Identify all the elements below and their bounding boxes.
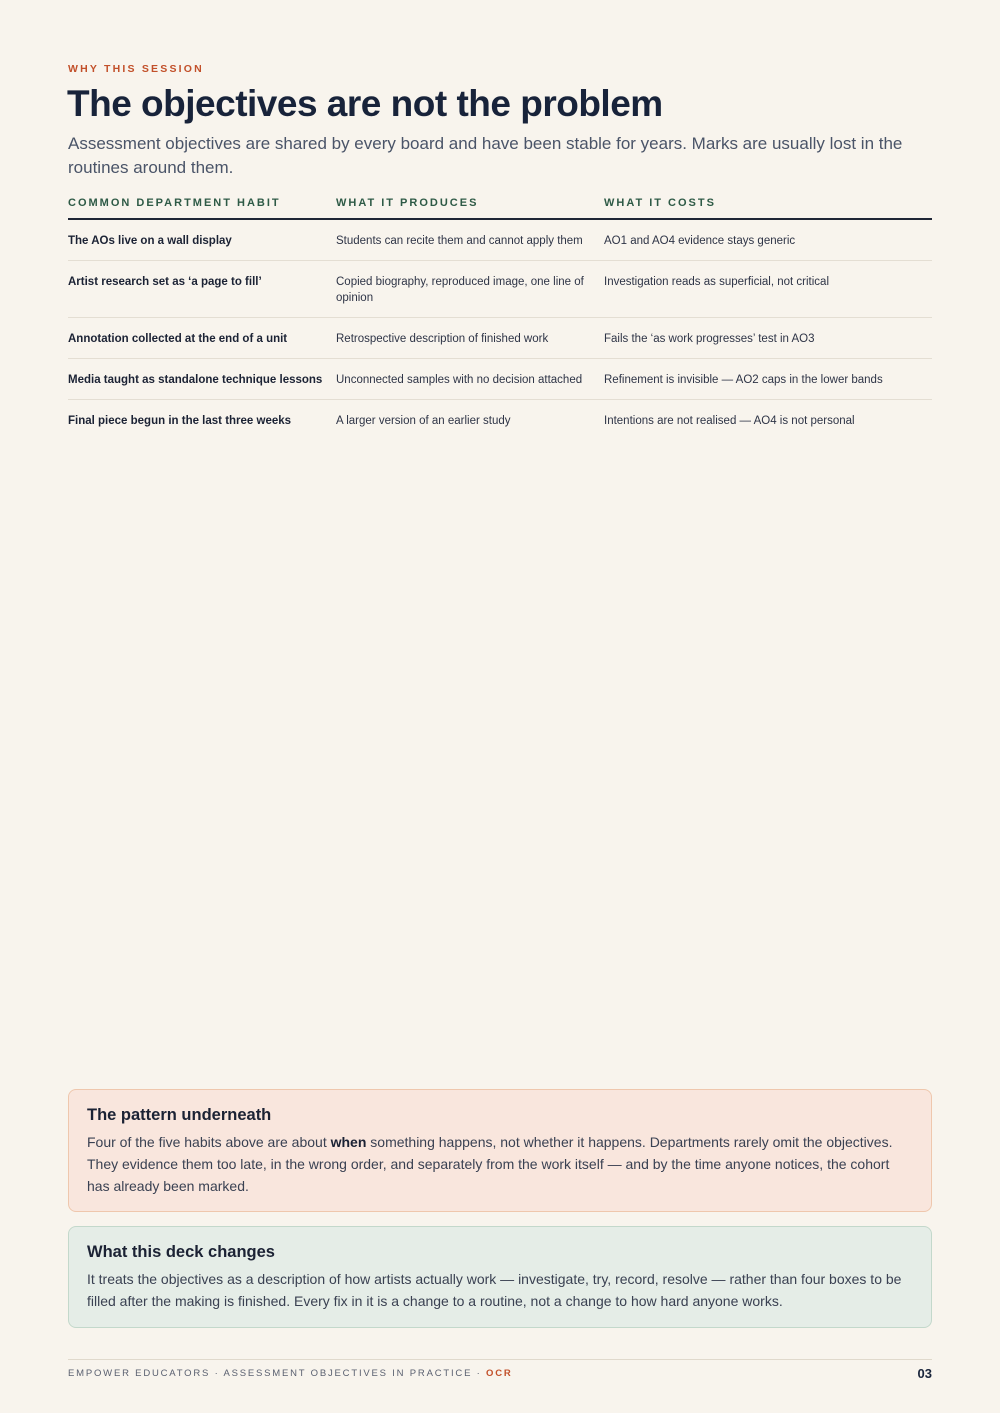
produces-cell: Students can recite them and cannot apply them bbox=[336, 219, 604, 261]
pattern-callout bbox=[68, 1089, 932, 1212]
costs-cell: Intentions are not realised — AO4 is not personal bbox=[604, 415, 855, 427]
column-header-habit: COMMON DEPARTMENT HABIT bbox=[68, 190, 336, 219]
page-lede: Assessment objectives are shared by every board and have been stable for years. Marks are usually lost in the routines around them. bbox=[68, 134, 903, 177]
habit-cell: The AOs live on a wall display bbox=[68, 219, 336, 261]
table-row bbox=[68, 261, 932, 318]
costs-cell: Investigation reads as superficial, not critical bbox=[604, 261, 932, 318]
produces-cell: Copied biography, reproduced image, one line of opinion bbox=[336, 261, 604, 318]
pattern-callout-title: The pattern underneath bbox=[87, 1106, 272, 1124]
habits-table bbox=[68, 190, 932, 440]
column-header-produces: WHAT IT PRODUCES bbox=[336, 190, 604, 219]
table-header-row bbox=[68, 190, 932, 219]
table-row bbox=[68, 318, 932, 359]
costs-cell: AO1 and AO4 evidence stays generic bbox=[604, 219, 932, 261]
footer-credit: EMPOWER EDUCATORS · ASSESSMENT OBJECTIVES IN PRACTICE · OCR bbox=[68, 1368, 513, 1379]
section-eyebrow: WHY THIS SESSION bbox=[68, 63, 204, 75]
page-number: 03 bbox=[917, 1366, 932, 1381]
table-row bbox=[68, 400, 932, 441]
page-title: The objectives are not the problem bbox=[67, 83, 663, 124]
changes-callout bbox=[68, 1226, 932, 1328]
emphasis-when: when bbox=[330, 1134, 367, 1150]
changes-callout-text: It treats the objectives as a description of how artists actually work — investigate, try, record, resolve — rather than four boxes to be filled after the making is finished. Every fix in it is a change to a routine, not a change to how hard anyone works. bbox=[87, 1271, 902, 1309]
footer-brand: OCR bbox=[486, 1368, 513, 1379]
produces-cell: A larger version of an earlier study bbox=[336, 415, 511, 427]
produces-cell: Unconnected samples with no decision attached bbox=[336, 359, 604, 400]
pattern-callout-text: Four of the five habits above are about when something happens, not whether it happens. Departments rarely omit the objectives. They evidence them too late, in the wrong order, and separately from the work itself — and by the time anyone notices, the cohort has already been marked. bbox=[87, 1134, 893, 1194]
table-row bbox=[68, 219, 932, 261]
habit-cell: Artist research set as ‘a page to fill’ bbox=[68, 261, 336, 318]
produces-cell: Retrospective description of finished work bbox=[336, 318, 604, 359]
habit-cell: Final piece begun in the last three weeks bbox=[68, 415, 292, 427]
changes-callout-title: What this deck changes bbox=[87, 1243, 275, 1261]
footer-divider bbox=[68, 1359, 932, 1360]
costs-cell: Fails the ‘as work progresses’ test in AO3 bbox=[604, 318, 932, 359]
habit-cell: Annotation collected at the end of a unit bbox=[68, 318, 336, 359]
table-row bbox=[68, 359, 932, 400]
costs-cell: Refinement is invisible — AO2 caps in the lower bands bbox=[604, 359, 932, 400]
column-header-costs: WHAT IT COSTS bbox=[604, 190, 932, 219]
habit-cell: Media taught as standalone technique lessons bbox=[68, 359, 336, 400]
